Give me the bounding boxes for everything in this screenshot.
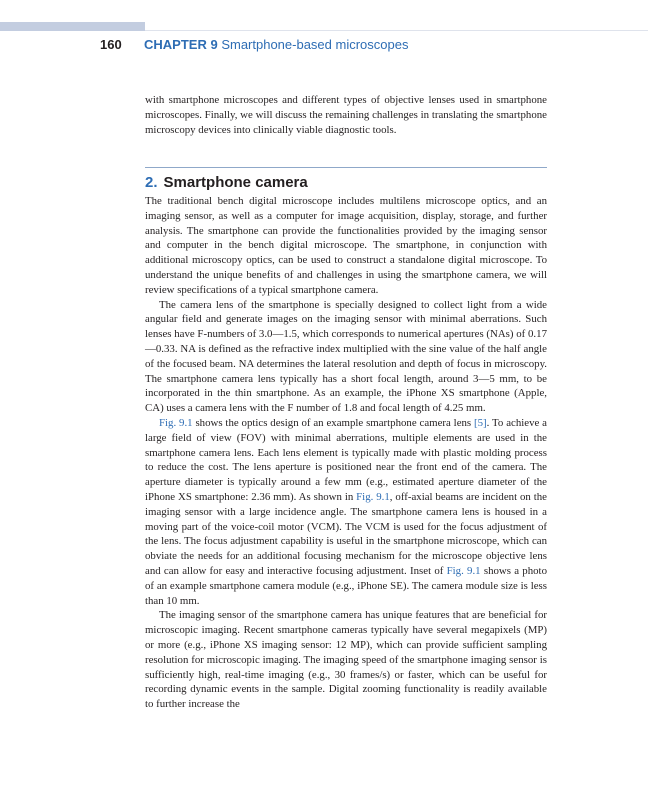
section-heading	[145, 172, 308, 194]
paragraph-2: The camera lens of the smartphone is specially designed to collect light from a wide angular field and generate images on the imaging sensor with minimal aberrations. Such lenses have F-numbers of 3.0—1.5, which corresponds to numerical apertures (NAs) of 0.17—0.33. NA is defined as the refractive index multiplied with the sine value of the half angle of the focused beam. NA determines the lateral resolution and depth of focus in microscopy. The smartphone camera lens typically has a short focal length, around 3—5 mm, to be incorporated in the thin smartphone. As an example, the iPhone XS smartphone (Apple, CA) uses a camera lens with the F number of 1.8 and focal length of 4.25 mm.	[145, 298, 547, 415]
paragraph-3-text-d: shows a photo of an example smartphone camera module (e.g., iPhone SE). The camera module size is less than 10 mm.	[145, 564, 547, 607]
citation-link-5[interactable]: [5]	[474, 416, 487, 429]
paragraph-4: The imaging sensor of the smartphone camera has unique features that are beneficial for microscopic imaging. Recent smartphone cameras typically have several megapixels (MP) or more (e.g., iPhone XS imaging sensor: 12 MP), which can provide sufficient sampling resolution for microscopic imaging. The imaging speed of the smartphone imaging sensor is sufficiently high, real-time imaging (e.g., 30 frames/s) or faster, which can be useful for recording dynamic events in the sample. Digital zooming functionality is readily available to further increase the	[145, 609, 547, 711]
running-head	[100, 36, 408, 54]
paragraph-3	[145, 416, 547, 608]
section-number: 2.	[145, 174, 158, 191]
figure-link-9-1[interactable]: Fig. 9.1	[159, 416, 193, 429]
paragraph-3-text-b: . To achieve a large field of view (FOV) with minimal aberrations, multiple elements are used in the smartphone camera lens. Each lens element is typically made with plastic molding process to reduce the cost. The lens aperture is positioned near the front end of the camera. The aperture diameter is typically around a few mm (e.g., estimated aperture diameter of the iPhone XS smartphone: 2.36 mm). As shown in	[145, 416, 547, 503]
paragraph-1: The traditional bench digital microscope includes multilens microscope optics, and an imaging sensor, as well as a computer for image acquisition, display, storage, and further analysis. The smartphone can provide the functionalities provided by the imaging sensor and computer in the bench digital microscope. The smartphone, in conjunction with additional microscopy optics, can be used to construct a standalone digital microscope. To understand the unique benefits of and challenges in using the smartphone camera, we will review specifications of a typical smartphone camera.	[145, 195, 547, 296]
intro-paragraph: with smartphone microscopes and different types of objective lenses used in smartphone microscopes. Finally, we will discuss the remaining challenges in translating the smartphone microscopy devices into clinically viable diagnostic tools.	[145, 94, 547, 136]
intro-block	[145, 93, 547, 137]
paragraph-3-text-c: , off-axial beams are incident on the imaging sensor with a large incidence angle. The smartphone camera lens is housed in a moving part of the voice-coil motor (VCM). The VCM is used for the focus adjustment of the lens. The focus adjustment capability is useful in the smartphone microscope, which can obviate the needs for an additional focusing mechanism for the microscope objective lens and can allow for easy and interactive focusing adjustment. Inset of	[145, 490, 547, 577]
header-accent-bar	[0, 22, 145, 31]
page-number: 160	[100, 37, 122, 52]
chapter-title: Smartphone-based microscopes	[221, 37, 409, 52]
paragraph-3-text-a: shows the optics design of an example smartphone camera lens	[192, 416, 475, 429]
section-divider	[145, 167, 547, 168]
section-body	[145, 194, 547, 712]
header-rule	[145, 30, 648, 31]
figure-link-9-1[interactable]: Fig. 9.1	[356, 490, 390, 503]
section-title: Smartphone camera	[163, 174, 308, 191]
figure-link-9-1[interactable]: Fig. 9.1	[446, 564, 481, 577]
chapter-label: CHAPTER 9	[144, 37, 218, 52]
